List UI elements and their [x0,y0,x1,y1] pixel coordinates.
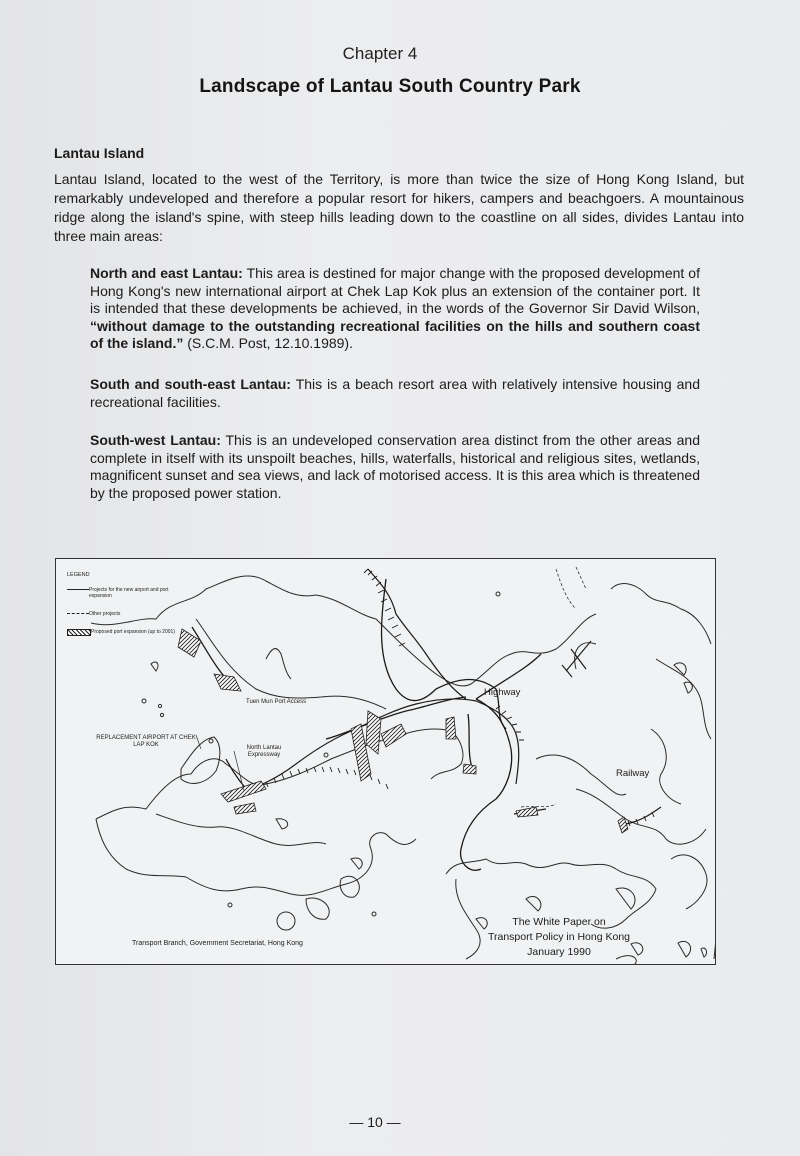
chapter-title: Landscape of Lantau South Country Park [199,76,581,97]
area-south-west [90,432,700,502]
label-airport: REPLACEMENT AIRPORT AT CHEK LAP KOK [96,735,196,748]
credit-line: Transport Policy in Hong Kong [487,931,631,943]
credit-line: The White Paper on [512,916,606,928]
area-lead: South and south-east Lantau: [90,376,291,392]
legend-item-other [67,611,189,617]
map-credit-right [474,915,644,960]
area-south-east [90,376,700,411]
area-lead: North and east Lantau: [90,265,243,281]
page-number: — 10 — [349,1114,401,1130]
chapter-label: Chapter 4 [342,44,418,63]
legend-label: Projects for the new airport and port expansion [89,587,169,599]
intro-paragraph: Lantau Island, located to the west of the Territory, is more than twice the size of Hong Kong Island, but remarkably undeveloped and therefore a popular resort for hikers, campers and beachgoers. A mountainous ridge along the island's spine, with steep hills leading down to the coastline on all sides, divides Lantau into three main areas: [54,171,744,244]
area-text: This area is destined for major change with the proposed development of Hong Kong's new international airport at Chek Lap Kok plus an extension of the container port. It is intended that these developments be achieved, in the words of the Governor Sir David Wilson, [90,265,700,316]
section-heading: Lantau Island [54,145,145,161]
label-expressway: North Lantau Expressway [246,745,282,758]
area-north-east [90,265,700,353]
hatch-swatch [67,629,91,636]
label-tuen-mun: Tuen Mun Port Access [246,699,307,705]
area-lead: South-west Lantau: [90,432,221,448]
governor-quote: “without damage to the outstanding recreational facilities on the hills and southern coast of the island.” [90,317,700,351]
area-text: This is an undeveloped conservation area distinct from the other areas and complete in itself with its unspoilt beaches, hills, waterfalls, historical and religious sites, wetlands, magnificent sunset and sea views, and lack of motorised access. It is this area which is threatened by the proposed power station. [90,432,700,501]
legend-label: Proposed port expansion (up to 2001) [91,629,175,635]
label-highway: Highway [484,687,521,698]
legend-label: Other projects [89,611,121,617]
legend-item-airport [67,587,189,599]
area-text: This is a beach resort area with relatively intensive housing and recreational facilities. [90,376,700,410]
legend-title: LEGEND [67,572,90,578]
dashed-line-swatch [67,613,89,614]
solid-line-swatch [67,589,89,590]
quote-citation: (S.C.M. Post, 12.10.1989). [183,335,353,351]
credit-line: January 1990 [527,946,591,958]
legend-item-port [67,629,191,636]
map-drawing [56,559,716,965]
label-railway: Railway [616,768,650,779]
map-credit-left: Transport Branch, Government Secretariat, Hong Kong [132,940,303,947]
transport-map [55,558,716,965]
